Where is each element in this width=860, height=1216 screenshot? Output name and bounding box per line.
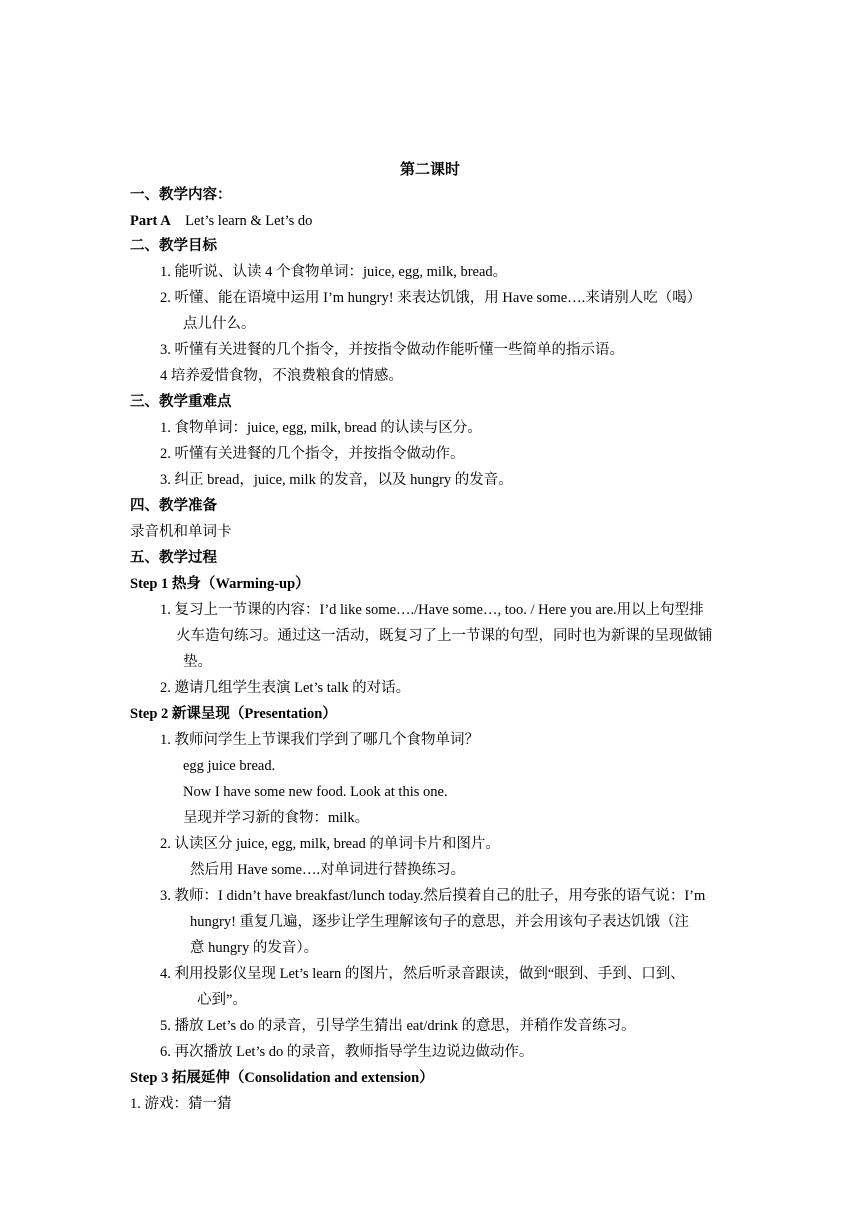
step2-line: 5. 播放 Let’s do 的录音，引导学生猜出 eat/drink 的意思，并稍作发音练习。 [160,1018,636,1034]
step2-heading: Step 2 新课呈现（Presentation） [130,706,337,722]
part-line [130,211,312,231]
keypoint-item: 2. 听懂有关进餐的几个指令，并按指令做动作。 [160,446,465,462]
section-heading-objectives: 二、教学目标 [130,238,217,254]
section-heading-preparation: 四、教学准备 [130,498,217,514]
step3-line: 1. 游戏：猜一猜 [130,1096,232,1112]
step2-line: 意 hungry 的发音）。 [190,940,319,956]
part-label: Part A [130,213,171,229]
step2-line: 心到”。 [197,992,247,1008]
step2-line: egg juice bread. [183,758,276,774]
step2-line: 3. 教师：I didn’t have breakfast/lunch today.然后摸着自己的肚子，用夸张的语气说：I’m [160,888,706,904]
step3-heading: Step 3 拓展延伸（Consolidation and extension） [130,1070,434,1086]
objective-item: 2. 听懂、能在语境中运用 I’m hungry! 来表达饥饿，用 Have some….来请别人吃（喝） [160,290,702,306]
step2-line: hungry! 重复几遍，逐步让学生理解该句子的意思，并会用该句子表达饥饿（注 [190,914,690,930]
step2-line: Now I have some new food. Look at this one. [183,784,448,800]
objective-item: 1. 能听说、认读 4 个食物单词：juice, egg, milk, bread。 [160,264,508,280]
step2-line: 然后用 Have some….对单词进行替换练习。 [190,862,466,878]
part-text: Let’s learn & Let’s do [185,213,313,229]
step2-line: 呈现并学习新的食物：milk。 [183,810,370,826]
step2-line: 1. 教师问学生上节课我们学到了哪几个食物单词？ [160,732,479,748]
step2-line: 2. 认读区分 juice, egg, milk, bread 的单词卡片和图片。 [160,836,500,852]
preparation-text: 录音机和单词卡 [130,524,232,540]
section-heading-content: 一、教学内容： [130,187,232,203]
section-heading-keypoints: 三、教学重难点 [130,394,232,410]
step1-line: 垫。 [183,654,212,670]
section-heading-process: 五、教学过程 [130,550,217,566]
step1-line: 1. 复习上一节课的内容：I’d like some…./Have some…, too. / Here you are.用以上句型排 [160,602,704,618]
step1-line: 火车造句练习。通过这一活动，既复习了上一节课的句型，同时也为新课的呈现做铺 [176,628,713,644]
step2-line: 6. 再次播放 Let’s do 的录音，教师指导学生边说边做动作。 [160,1044,534,1060]
keypoint-item: 1. 食物单词：juice, egg, milk, bread 的认读与区分。 [160,420,482,436]
page-title: 第二课时 [400,162,461,178]
objective-item-continued: 点儿什么。 [183,316,256,332]
step1-heading: Step 1 热身（Warming-up） [130,576,310,592]
objective-item: 3. 听懂有关进餐的几个指令，并按指令做动作能听懂一些简单的指示语。 [160,342,624,358]
step1-line: 2. 邀请几组学生表演 Let’s talk 的对话。 [160,680,411,696]
step2-line: 4. 利用投影仪呈现 Let’s learn 的图片，然后听录音跟读，做到“眼到、手到、口到、 [160,966,685,982]
objective-item: 4 培养爱惜食物，不浪费粮食的情感。 [160,368,403,384]
keypoint-item: 3. 纠正 bread，juice, milk 的发音，以及 hungry 的发音。 [160,472,513,488]
